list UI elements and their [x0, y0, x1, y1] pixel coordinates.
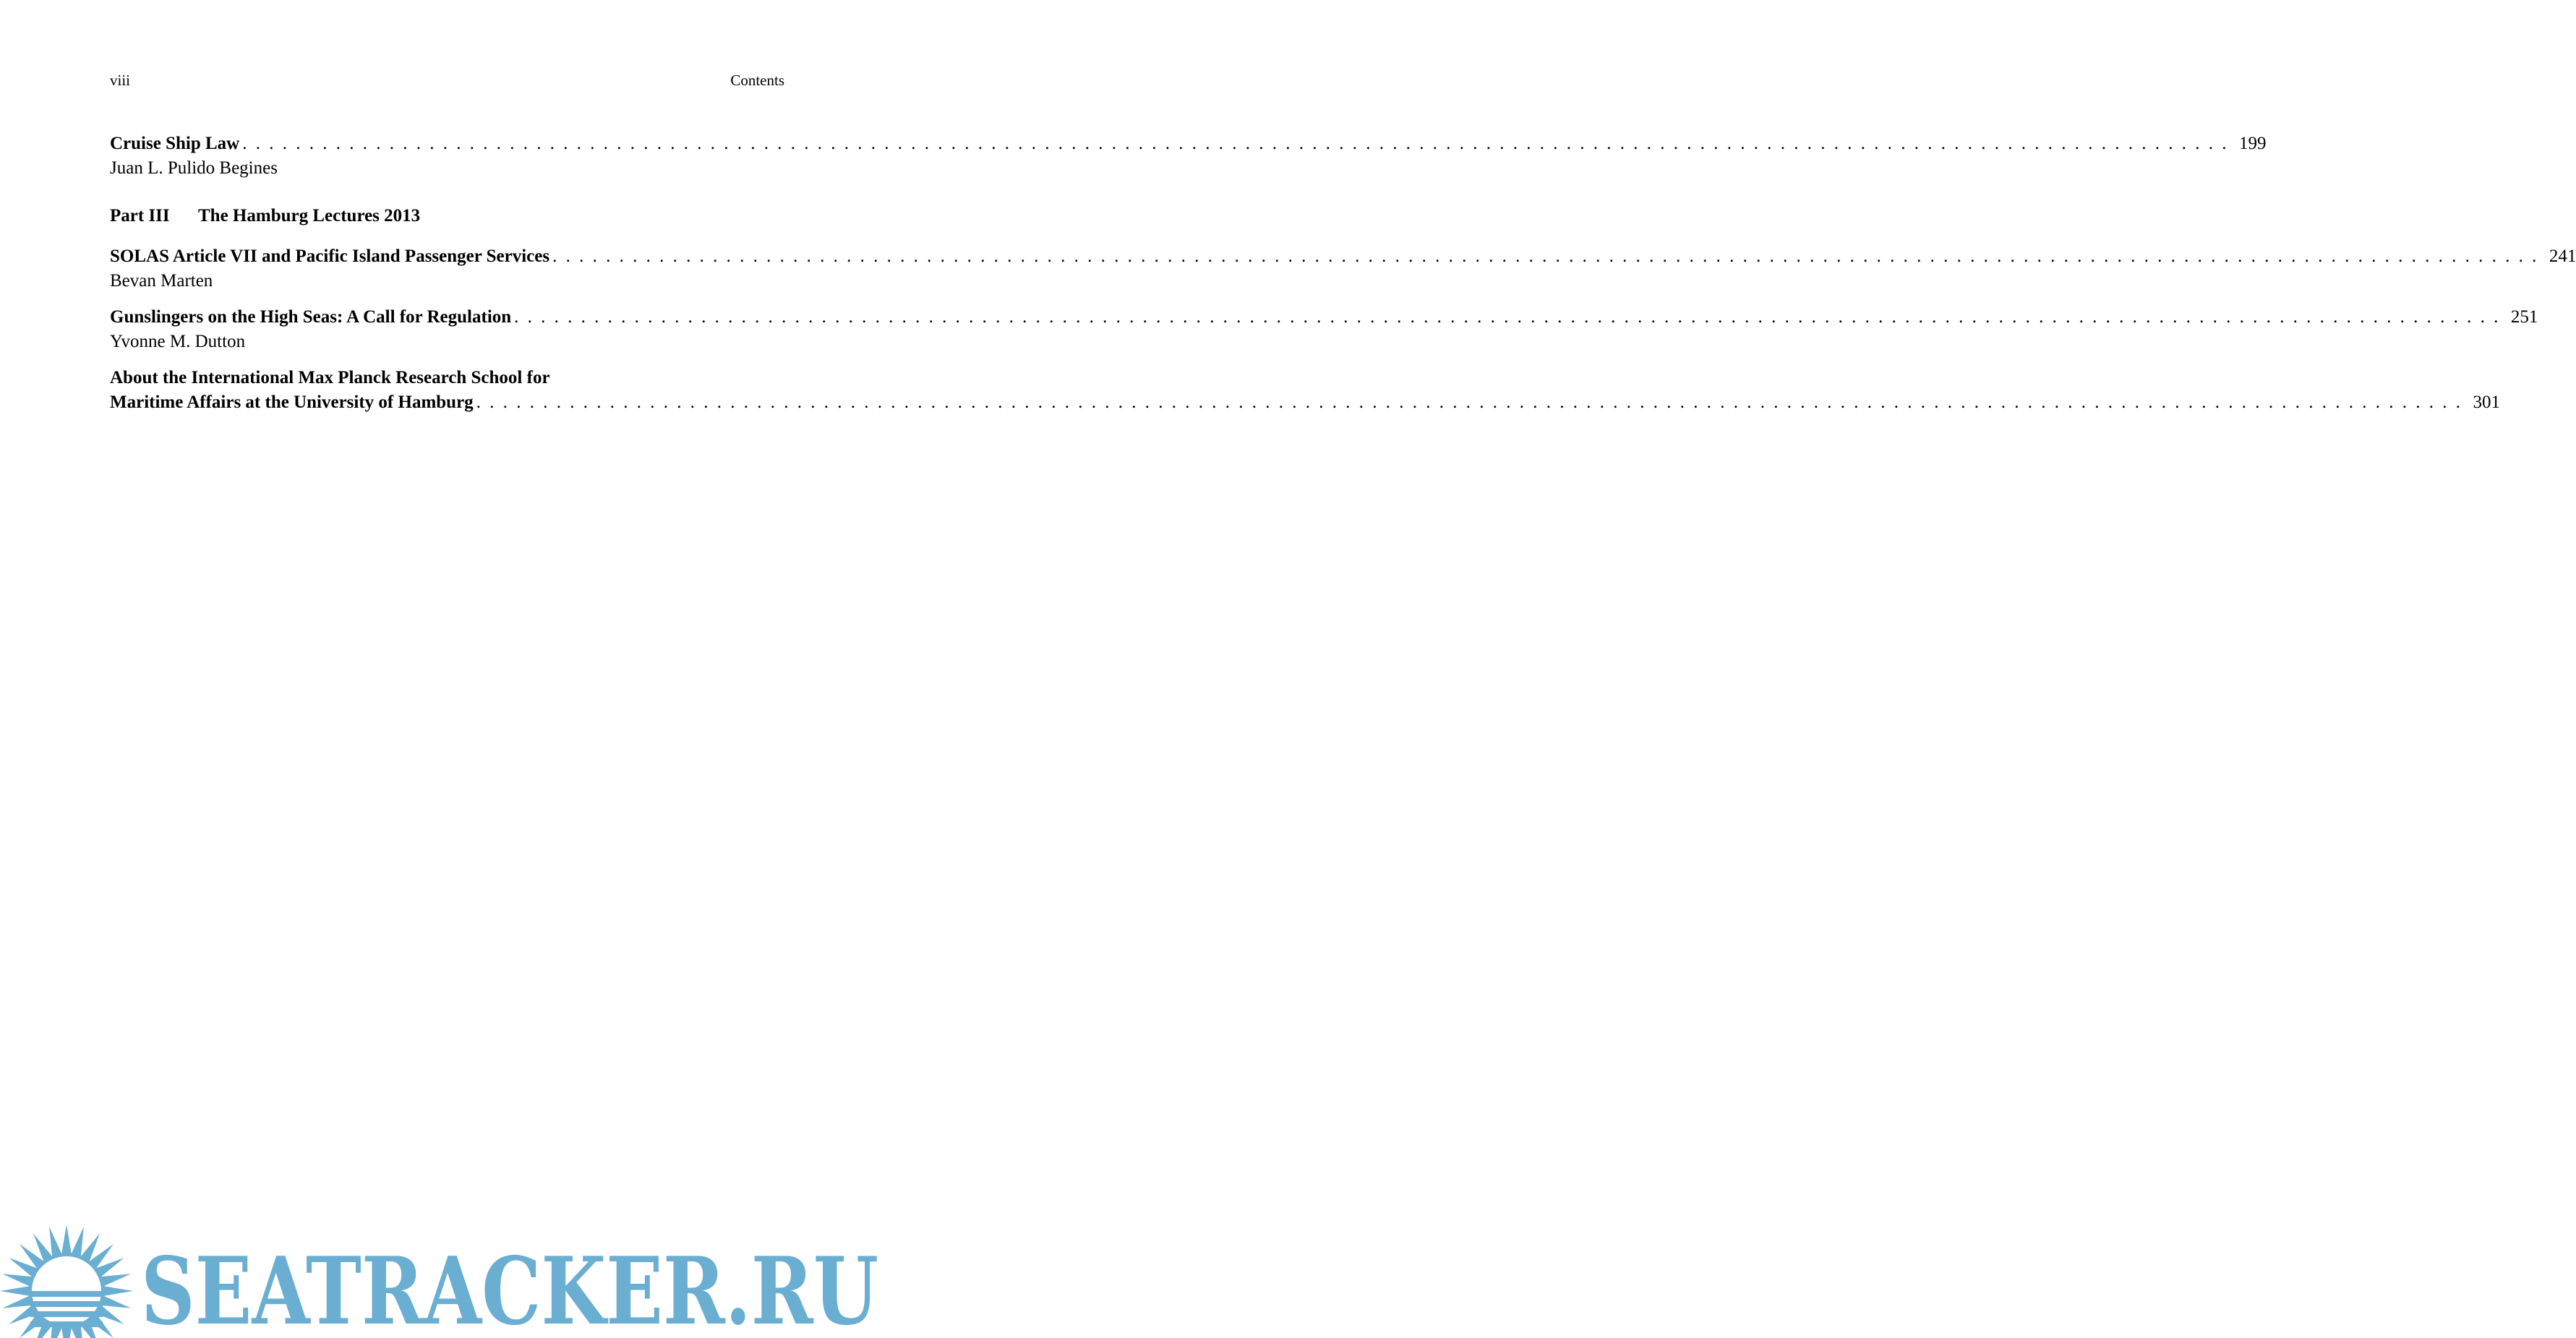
toc-entry-title[interactable]: Gunslingers on the High Seas: A Call for Regulation: [110, 307, 512, 327]
part-heading: [110, 204, 784, 228]
running-head: [110, 70, 784, 90]
toc-entry-title[interactable]: Maritime Affairs at the University of Hamburg: [110, 393, 474, 412]
part-title: The Hamburg Lectures 2013: [198, 206, 421, 226]
toc-entry-title[interactable]: Cruise Ship Law: [110, 134, 240, 153]
toc-entry-page-number[interactable]: 199: [2238, 134, 2267, 153]
sun-burst-icon: [0, 1225, 133, 1338]
toc-entry-author: Juan L. Pulido Begines: [110, 158, 278, 178]
dot-leader: [514, 305, 2500, 330]
dot-leader: [552, 244, 2538, 269]
toc-entry-page-number[interactable]: 301: [2473, 393, 2500, 412]
toc-entry-page-number[interactable]: 241: [2549, 246, 2576, 266]
toc-entry: [110, 305, 2538, 354]
watermark-text: SEATRACKER.RU: [141, 1238, 878, 1338]
toc-entry-title-line: [110, 305, 2538, 330]
seatracker-watermark-logo: [0, 1222, 883, 1338]
toc-entry-title[interactable]: SOLAS Article VII and Pacific Island Passenger Services: [110, 246, 550, 266]
table-of-contents: [110, 132, 2576, 415]
running-head-section: Contents: [730, 72, 784, 89]
dot-leader: [242, 132, 2228, 156]
toc-entry: [110, 132, 2267, 181]
toc-entry-title-line: [110, 244, 2576, 269]
toc-entry-title-line: [110, 132, 2267, 156]
toc-entry-author: Yvonne M. Dutton: [110, 332, 246, 351]
toc-entry-title-first-line[interactable]: About the International Max Planck Research School for: [110, 368, 550, 387]
toc-entry-page-number[interactable]: 251: [2510, 307, 2538, 327]
dot-leader: [476, 390, 2462, 415]
toc-entry-title-line: [110, 390, 2500, 415]
toc-entry: [110, 244, 2576, 293]
page-folio: viii: [110, 72, 131, 89]
toc-entry: [110, 366, 2500, 415]
toc-entry-author: Bevan Marten: [110, 271, 213, 291]
part-label: Part III: [110, 206, 170, 226]
